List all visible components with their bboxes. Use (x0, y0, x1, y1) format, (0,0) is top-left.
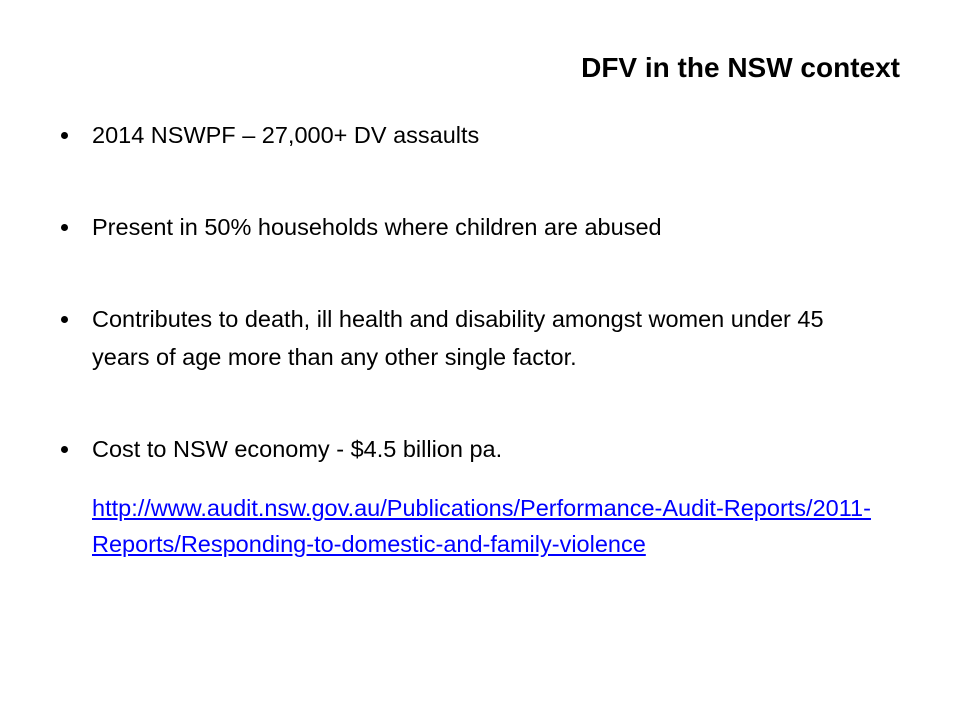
bullet-dot-icon (61, 132, 68, 139)
bullet-item-health (60, 300, 880, 376)
bullet-item-assaults (60, 116, 880, 154)
bullet-item-households (60, 208, 880, 246)
bullet-dot-icon (61, 316, 68, 323)
bullet-text: Present in 50% households where children are abused (92, 214, 662, 240)
bullet-text: 2014 NSWPF – 27,000+ DV assaults (92, 122, 480, 148)
bullet-text: Cost to NSW economy - $4.5 billion pa. (92, 436, 503, 462)
bullet-item-cost (60, 430, 880, 468)
slide-title: DFV in the NSW context (581, 52, 900, 83)
bullet-dot-icon (61, 224, 68, 231)
bullet-text: Contributes to death, ill health and disability amongst women under 45 years of age more than any other single factor. (92, 306, 824, 370)
bullet-list (60, 116, 880, 468)
bullet-dot-icon (61, 446, 68, 453)
audit-report-link[interactable]: http://www.audit.nsw.gov.au/Publications/Performance-Audit-Reports/2011-Reports/Responding-to-domestic-and-family-violence (92, 495, 871, 557)
